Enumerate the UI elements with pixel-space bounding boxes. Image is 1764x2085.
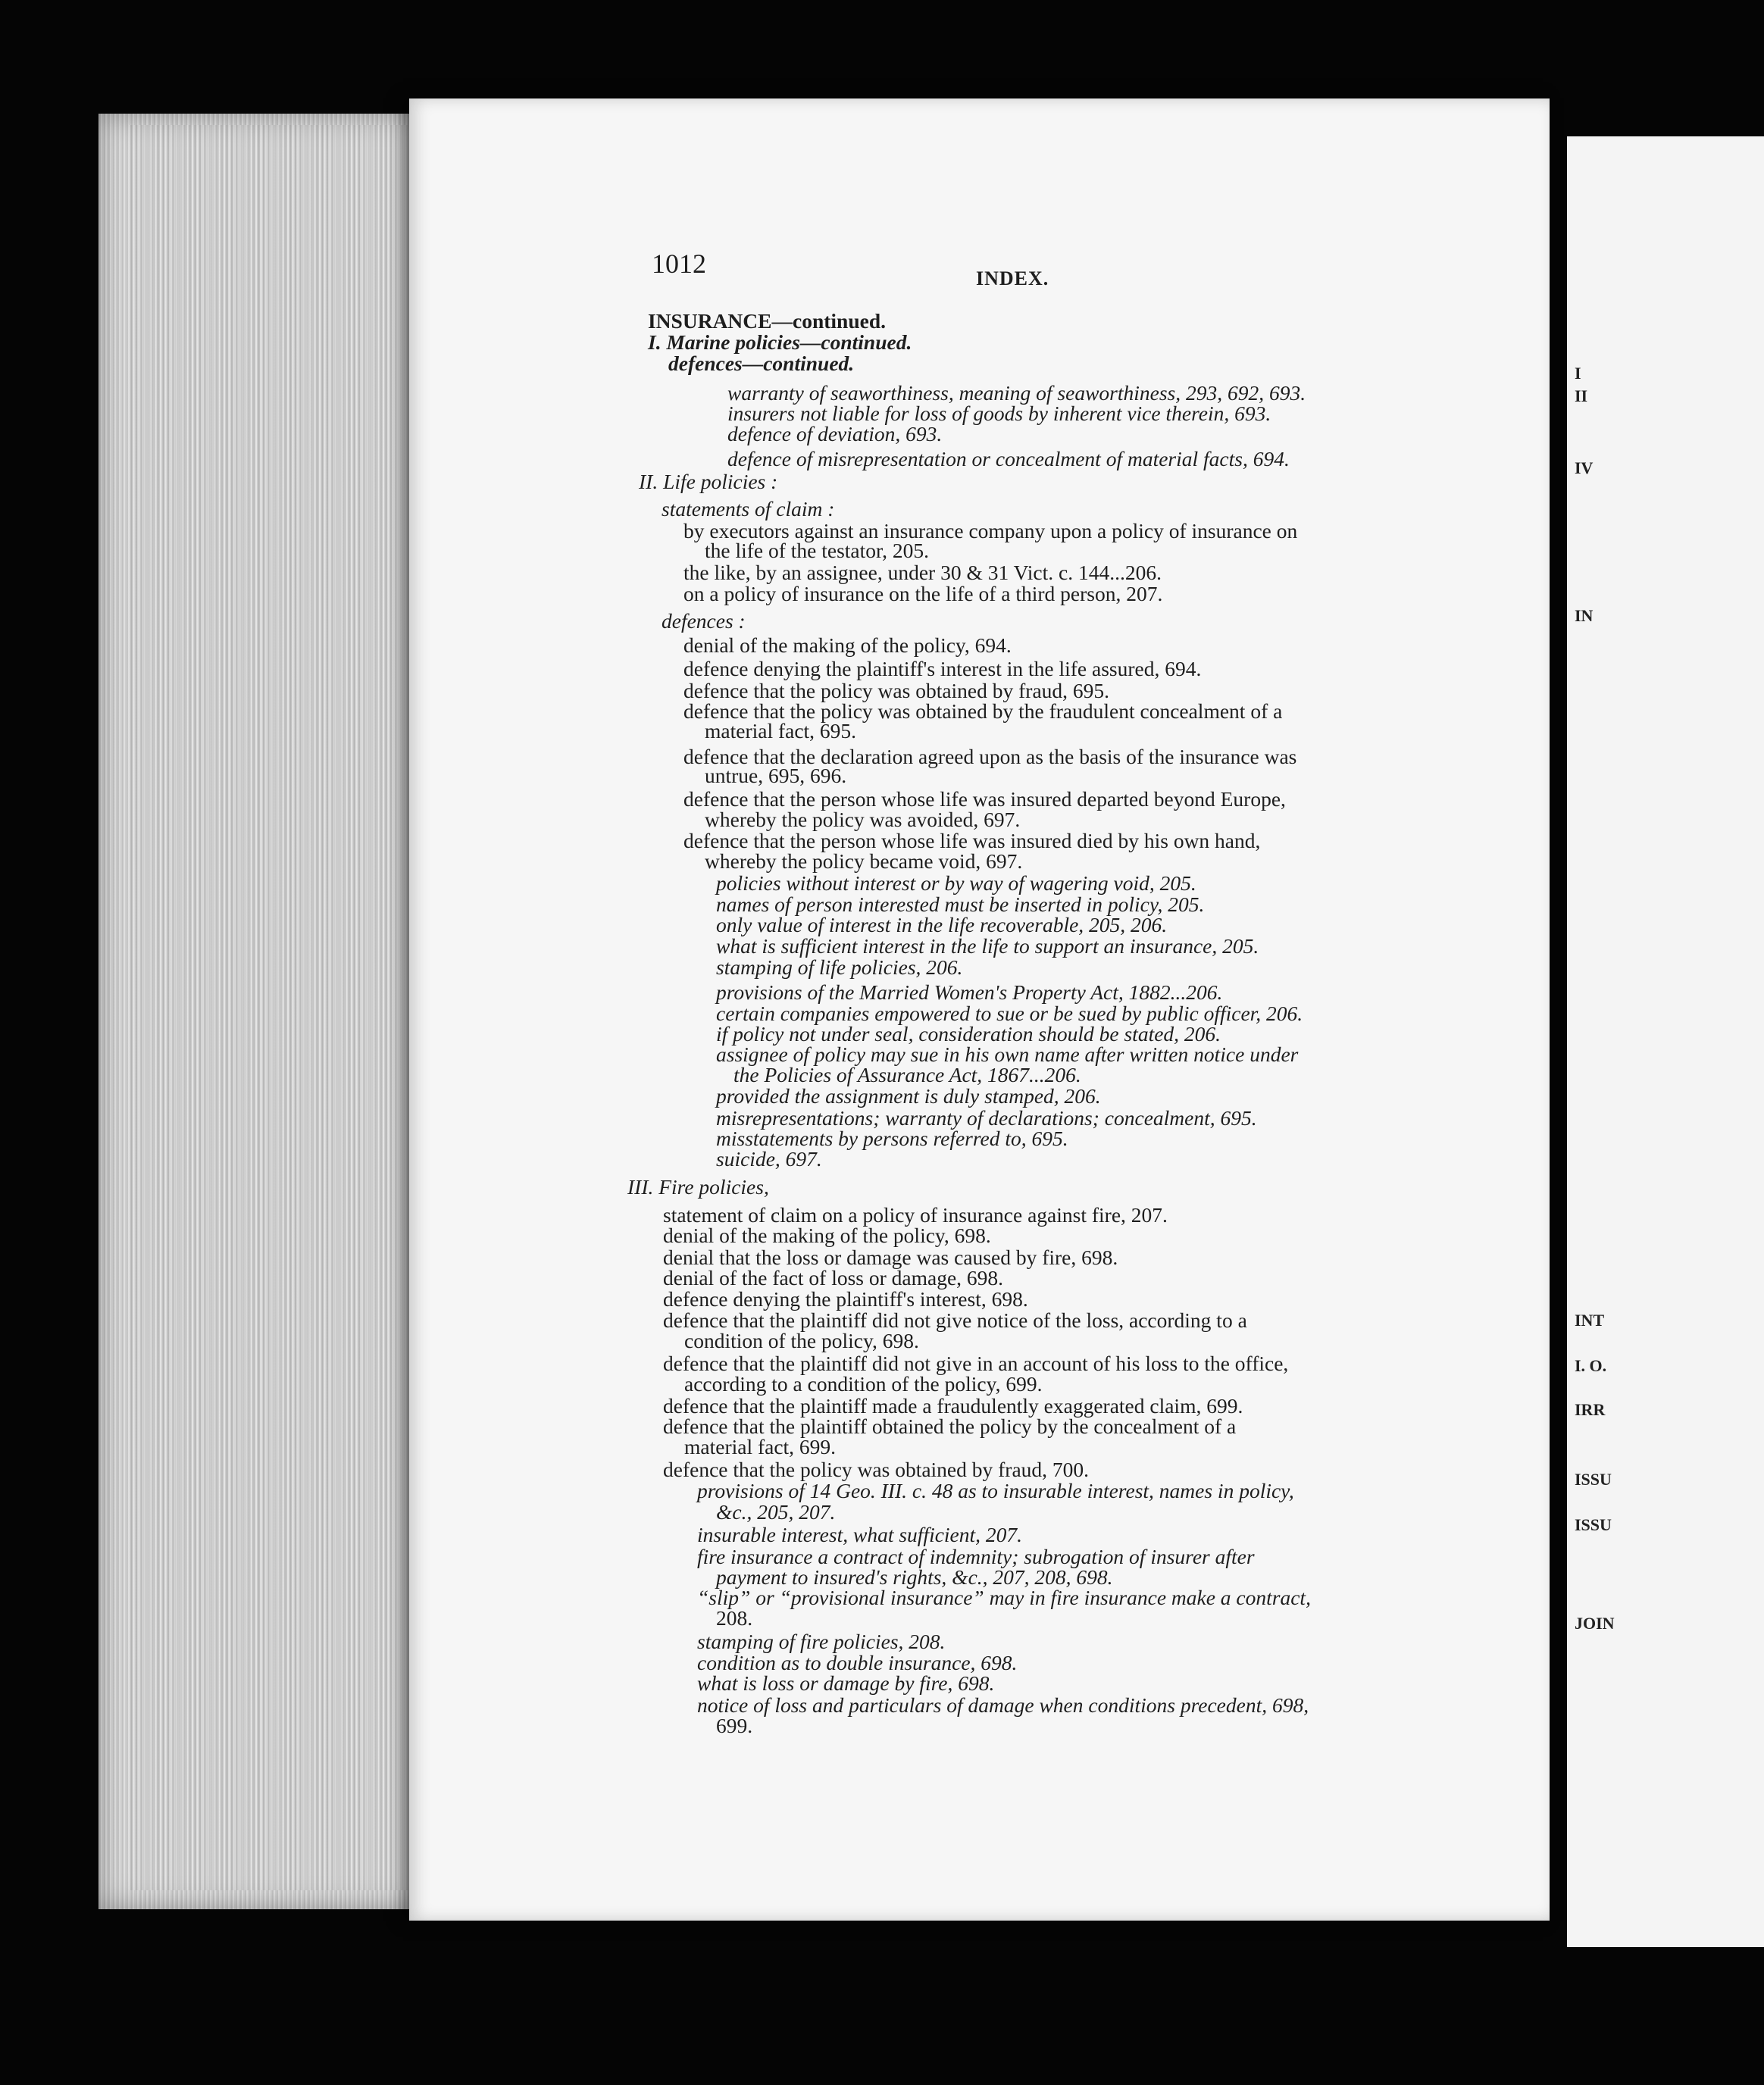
index-line: provisions of the Married Women's Property Act, 1882...206. [716,980,1223,1004]
index-line: according to a condition of the policy, 699. [684,1372,1043,1396]
index-line: provided the assignment is duly stamped, 206. [716,1084,1101,1108]
index-line: payment to insured's rights, &c., 207, 208, 698. [716,1565,1113,1589]
right-page-fragment: I [1575,364,1581,383]
index-line: statement of claim on a policy of insurance against fire, 207. [663,1203,1168,1227]
index-line: defence that the person whose life was insured died by his own hand, [683,829,1261,852]
right-page-fragment: IN [1575,606,1594,625]
index-line: defence that the plaintiff made a fraudulently exaggerated claim, 699. [663,1394,1243,1418]
index-line: notice of loss and particulars of damage when conditions precedent, 698, [697,1693,1309,1717]
index-line: defence that the person whose life was insured departed beyond Europe, [683,787,1286,811]
index-line: on a policy of insurance on the life of a third person, 207. [683,582,1163,605]
book-page-edges-shading [129,125,432,1890]
index-line: condition of the policy, 698. [684,1329,919,1352]
index-line: suicide, 697. [716,1147,822,1171]
page-number: 1012 [652,249,706,279]
index-line: defence that the plaintiff obtained the policy by the concealment of a [663,1414,1237,1438]
right-page-fragment: IRR [1575,1400,1606,1419]
index-line: defence that the policy was obtained by the fraudulent concealment of a [683,699,1283,723]
index-line: I. Marine policies—continued. [648,330,912,354]
index-line: material fact, 695. [705,719,857,742]
index-line: denial that the loss or damage was caused by fire, 698. [663,1246,1118,1269]
index-line: defence that the policy was obtained by fraud, 700. [663,1458,1090,1481]
index-line: defences—continued. [668,352,855,375]
index-line: the Policies of Assurance Act, 1867...206. [733,1063,1081,1086]
index-line: 699. [716,1714,753,1737]
index-line: whereby the policy was avoided, 697. [705,808,1021,831]
right-page-fragment: IV [1575,458,1594,477]
index-line: III. Fire policies, [627,1175,769,1199]
index-line: &c., 205, 207. [716,1500,836,1524]
index-line: defence of misrepresentation or concealment of material facts, 694. [727,447,1290,470]
index-line: 208. [716,1606,753,1630]
right-page-fragment: INT [1575,1311,1605,1330]
index-line: policies without interest or by way of wagering void, 205. [716,871,1196,895]
right-page-fragment: ISSU [1575,1470,1612,1489]
index-line: defence that the plaintiff did not give notice of the loss, according to a [663,1308,1247,1332]
index-line: what is sufficient interest in the life to support an insurance, 205. [716,934,1259,958]
index-line: defence denying the plaintiff's interest in the life assured, 694. [683,657,1202,680]
index-line: if policy not under seal, consideration should be stated, 206. [716,1022,1221,1046]
index-line: names of person interested must be inserted in policy, 205. [716,892,1205,916]
right-page-fragment: JOIN [1575,1614,1615,1633]
index-line: provisions of 14 Geo. III. c. 48 as to insurable interest, names in policy, [697,1479,1294,1502]
index-line: material fact, 699. [684,1435,837,1458]
index-line: only value of interest in the life recoverable, 205, 206. [716,913,1168,936]
right-page-fragment: ISSU [1575,1515,1612,1534]
index-line: defence of deviation, 693. [727,422,943,445]
index-line: certain companies empowered to sue or be sued by public officer, 206. [716,1002,1303,1025]
index-line: “slip” or “provisional insurance” may in fire insurance make a contract, [697,1586,1311,1609]
index-line: insurable interest, what sufficient, 207. [697,1523,1023,1546]
index-line: defences : [662,609,746,633]
index-line: defence that the policy was obtained by fraud, 695. [683,679,1110,702]
index-line: insurers not liable for loss of goods by inherent vice therein, 693. [727,402,1271,425]
running-head: INDEX. [976,267,1049,289]
index-line: defence denying the plaintiff's interest, 698. [663,1287,1028,1311]
index-line: II. Life policies : [639,470,778,493]
index-line: condition as to double insurance, 698. [697,1651,1018,1674]
index-line: denial of the fact of loss or damage, 698. [663,1266,1004,1289]
index-line: misstatements by persons referred to, 695. [716,1127,1068,1150]
index-line: assignee of policy may sue in his own name after written notice under [716,1042,1299,1066]
index-line: misrepresentations; warranty of declarations; concealment, 695. [716,1106,1257,1130]
index-line: whereby the policy became void, 697. [705,849,1023,873]
index-line: warranty of seaworthiness, meaning of seaworthiness, 293, 692, 693. [727,381,1306,405]
index-line: denial of the making of the policy, 694. [683,633,1012,657]
index-line: statements of claim : [662,497,835,520]
index-line: INSURANCE—continued. [648,309,887,333]
index-line: what is loss or damage by fire, 698. [697,1671,995,1695]
right-page-fragment: I. O. [1575,1356,1607,1375]
index-line: stamping of life policies, 206. [716,955,963,979]
index-line: defence that the declaration agreed upon as the basis of the insurance was [683,745,1297,768]
index-line: the like, by an assignee, under 30 & 31 Vict. c. 144...206. [683,561,1162,584]
index-line: denial of the making of the policy, 698. [663,1224,991,1247]
right-page-fragment: II [1575,386,1588,405]
right-page [1567,136,1764,1947]
index-line: stamping of fire policies, 208. [697,1630,946,1653]
index-line: untrue, 695, 696. [705,764,847,787]
index-line: the life of the testator, 205. [705,539,929,562]
index-line: fire insurance a contract of indemnity; subrogation of insurer after [697,1545,1255,1568]
index-line: defence that the plaintiff did not give in an account of his loss to the office, [663,1352,1289,1375]
index-line: by executors against an insurance company upon a policy of insurance on [683,519,1298,542]
